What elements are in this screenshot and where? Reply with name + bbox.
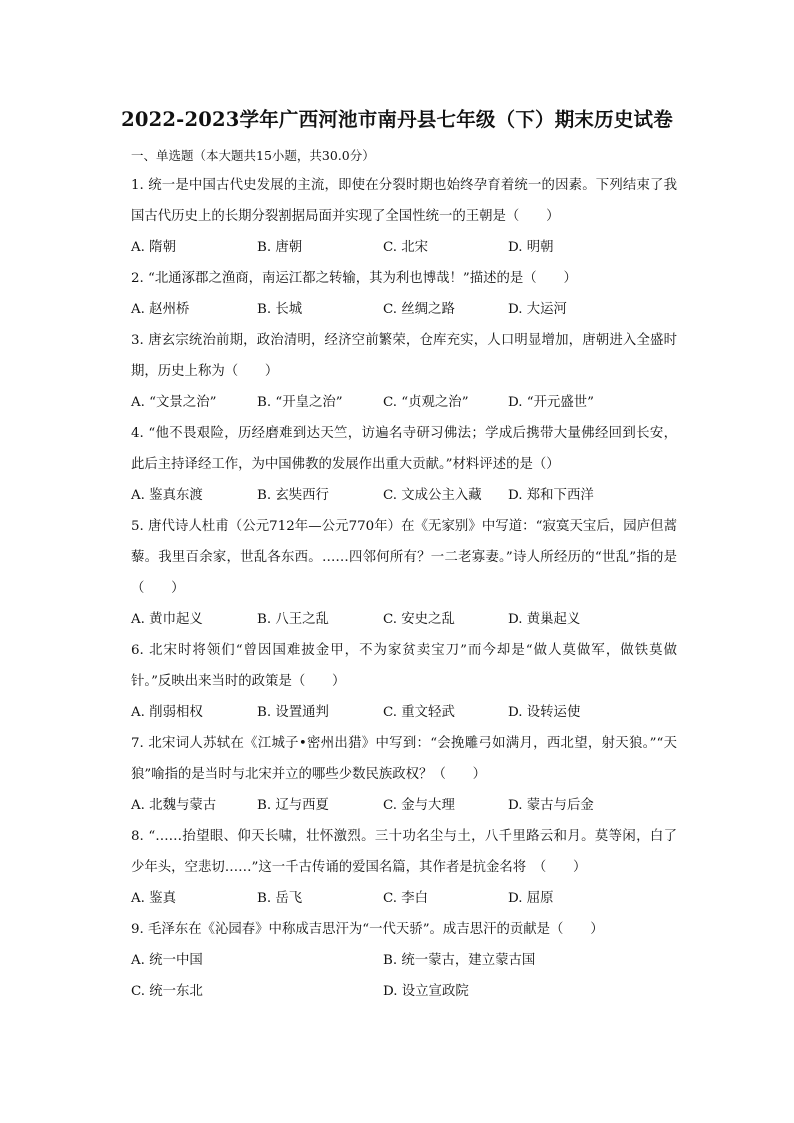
option-b: B. 设置通判 — [257, 705, 329, 720]
option-c: C. 文成公主入藏 — [383, 488, 482, 503]
option-b: B. 长城 — [257, 302, 303, 317]
option-row — [131, 790, 677, 821]
option-a: A. 鉴真 — [131, 891, 176, 906]
option-c: C. 统一东北 — [131, 984, 203, 999]
option-b: B. 岳飞 — [257, 891, 303, 906]
option-c: C. 李白 — [383, 891, 429, 906]
question-stem: 5. 唐代诗人杜甫（公元712年—公元770年）在《无家别》中写道：“寂寞天宝后，园庐但蒿藜。我里百余家，世乱各东西。……四邻何所有？一二老寡妻。”诗人所经历的“世乱”指的是（ ） — [131, 519, 677, 596]
question-4 — [131, 418, 677, 511]
question-stem: 2. “北通涿郡之渔商，南运江都之转输，其为利也博哉！”描述的是（ ） — [131, 271, 577, 286]
option-d: D. 明朝 — [508, 240, 554, 255]
option-d: D. 黄巢起义 — [508, 612, 581, 627]
option-row — [131, 976, 677, 1007]
option-c: C. 北宋 — [383, 240, 429, 255]
option-d: D. “开元盛世” — [508, 395, 595, 410]
question-9 — [131, 914, 677, 1007]
question-list — [131, 170, 677, 1007]
option-b: B. “开皇之治” — [257, 395, 343, 410]
option-a: A. 鉴真东渡 — [131, 488, 203, 503]
option-a: A. 隋朝 — [131, 240, 176, 255]
question-stem: 8. “……抬望眼、仰天长啸，壮怀激烈。三十功名尘与土，八千里路云和月。莫等闲，白了少年头，空悲切……”这一千古传诵的爱国名篇，其作者是抗金名将 （ ） — [131, 829, 677, 875]
option-c: C. 丝绸之路 — [383, 302, 455, 317]
option-d: D. 设立宣政院 — [383, 984, 469, 999]
option-a: A. 黄巾起义 — [131, 612, 203, 627]
option-row — [131, 883, 677, 914]
option-c: C. 安史之乱 — [383, 612, 455, 627]
option-row — [131, 480, 677, 511]
question-stem: 6. 北宋时将领们“曾因国难披金甲，不为家贫卖宝刀”而今却是“做人莫做军，做铁莫做针。”反映出来当时的政策是（ ） — [131, 643, 677, 689]
option-a: A. 北魏与蒙古 — [131, 798, 217, 813]
option-row — [131, 604, 677, 635]
option-d: D. 蒙古与后金 — [508, 798, 594, 813]
option-row — [131, 232, 677, 263]
question-5 — [131, 511, 677, 635]
option-b: B. 辽与西夏 — [257, 798, 329, 813]
option-c: C. 金与大理 — [383, 798, 455, 813]
option-b: B. 八王之乱 — [257, 612, 329, 627]
option-d: D. 郑和下西洋 — [508, 488, 594, 503]
section-heading: 一、单选题（本大题共15小题，共30.0分） — [131, 148, 375, 163]
question-stem: 3. 唐玄宗统治前期，政治清明，经济空前繁荣，仓库充实，人口明显增加，唐朝进入全盛时期，历史上称为（ ） — [131, 333, 677, 379]
option-row — [131, 945, 677, 976]
question-stem: 4. “他不畏艰险，历经磨难到达天竺，访遍名寺研习佛法；学成后携带大量佛经回到长安，此后主持译经工作，为中国佛教的发展作出重大贡献。”材料评述的是（） — [131, 426, 677, 472]
option-b: B. 唐朝 — [257, 240, 303, 255]
option-c: C. “贞观之治” — [383, 395, 469, 410]
option-a: A. 削弱相权 — [131, 705, 203, 720]
question-stem: 1. 统一是中国古代史发展的主流，即使在分裂时期也始终孕育着统一的因素。下列结束了我国古代历史上的长期分裂割据局面并实现了全国性统一的王朝是（ ） — [131, 178, 677, 224]
question-3 — [131, 325, 677, 418]
question-1 — [131, 170, 677, 263]
question-8 — [131, 821, 677, 914]
question-2 — [131, 263, 677, 325]
option-c: C. 重文轻武 — [383, 705, 455, 720]
option-b: B. 统一蒙古，建立蒙古国 — [383, 953, 536, 968]
question-stem: 7. 北宋词人苏轼在《江城子•密州出猎》中写到：“会挽雕弓如满月，西北望，射天狼。”“天狼”喻指的是当时与北宋并立的哪些少数民族政权？（ ） — [131, 736, 677, 782]
option-d: D. 屈原 — [508, 891, 554, 906]
question-stem: 9. 毛泽东在《沁园春》中称成吉思汗为“一代天骄”。成吉思汗的贡献是（ ） — [131, 922, 604, 937]
option-d: D. 大运河 — [508, 302, 567, 317]
option-row — [131, 387, 677, 418]
page-title: 2022-2023学年广西河池市南丹县七年级（下）期末历史试卷 — [121, 108, 673, 131]
option-a: A. “文景之治” — [131, 395, 217, 410]
question-6 — [131, 635, 677, 728]
option-row — [131, 294, 677, 325]
question-7 — [131, 728, 677, 821]
option-d: D. 设转运使 — [508, 705, 581, 720]
option-a: A. 赵州桥 — [131, 302, 190, 317]
option-b: B. 玄奘西行 — [257, 488, 329, 503]
option-a: A. 统一中国 — [131, 953, 203, 968]
option-row — [131, 697, 677, 728]
